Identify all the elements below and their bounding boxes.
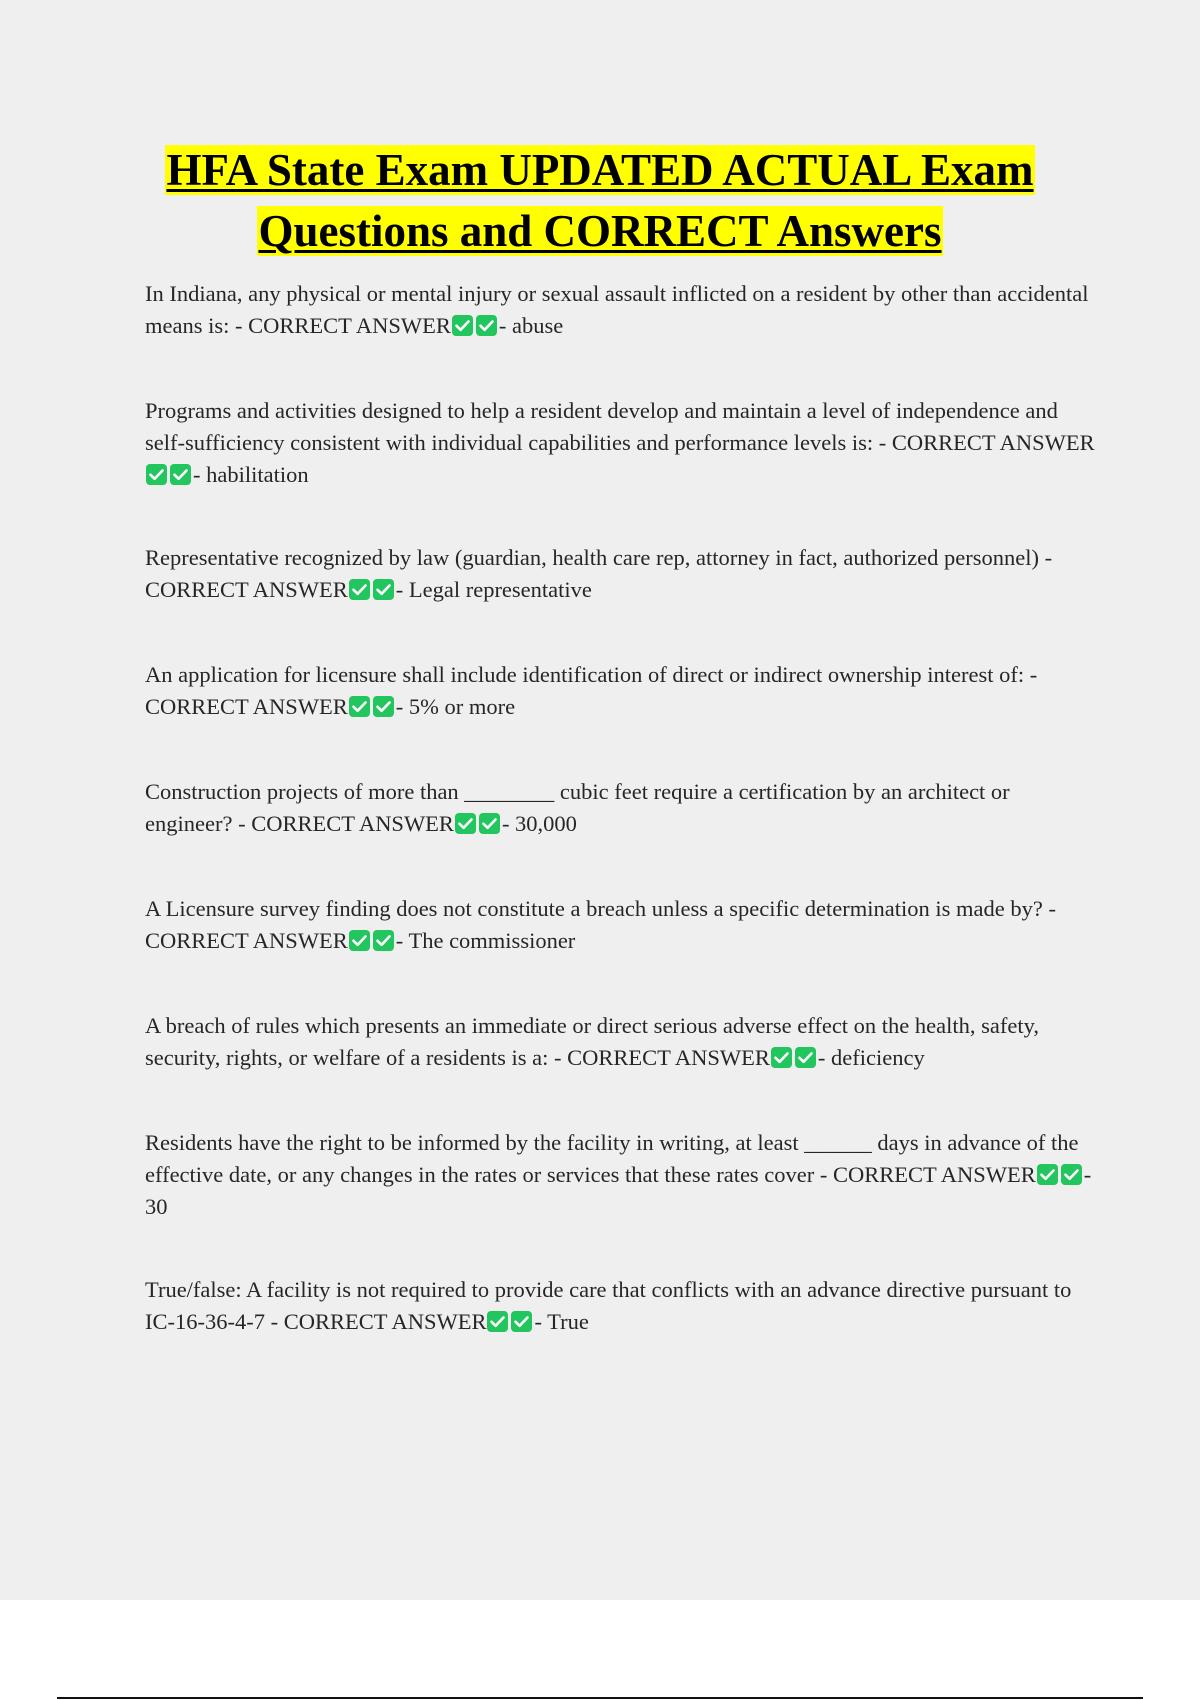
answer-text: - 30,000 <box>501 811 577 836</box>
correct-answer-label: - CORRECT ANSWER <box>819 1162 1036 1187</box>
correct-answer-label: - CORRECT ANSWER <box>270 1309 487 1334</box>
answer-text: - 5% or more <box>395 694 516 719</box>
white-heavy-check-mark-icon <box>771 1047 792 1068</box>
correct-answer-label: - CORRECT ANSWER <box>238 811 454 836</box>
white-heavy-check-mark-icon <box>487 1311 508 1332</box>
qa-item <box>145 776 1100 840</box>
qa-item <box>145 893 1100 957</box>
qa-item <box>145 1274 1100 1338</box>
white-heavy-check-mark-icon <box>349 930 370 951</box>
white-heavy-check-mark-icon <box>349 579 370 600</box>
white-heavy-check-mark-icon <box>146 464 167 485</box>
white-heavy-check-mark-icon <box>170 464 191 485</box>
answer-text: - 30 <box>145 1162 1092 1219</box>
document-title <box>100 140 1100 262</box>
title-line-2: Questions and CORRECT Answers <box>258 206 942 256</box>
white-heavy-check-mark-icon <box>373 579 394 600</box>
answer-text: - True <box>534 1309 589 1334</box>
qa-item <box>145 278 1100 342</box>
white-heavy-check-mark-icon <box>1061 1164 1082 1185</box>
white-heavy-check-mark-icon <box>373 930 394 951</box>
question-text: A Licensure survey finding does not constitute a breach unless a specific determination is made by? <box>145 896 1043 921</box>
answer-text: - habilitation <box>193 462 309 487</box>
qa-item <box>145 1127 1100 1223</box>
white-heavy-check-mark-icon <box>511 1311 532 1332</box>
white-heavy-check-mark-icon <box>479 813 500 834</box>
footer-divider <box>57 1697 1143 1699</box>
correct-answer-label: - CORRECT ANSWER <box>145 896 1056 953</box>
answer-text: - Legal representative <box>395 577 592 602</box>
white-heavy-check-mark-icon <box>455 813 476 834</box>
white-heavy-check-mark-icon <box>476 315 497 336</box>
white-heavy-check-mark-icon <box>795 1047 816 1068</box>
white-heavy-check-mark-icon <box>452 315 473 336</box>
question-text: In Indiana, any physical or mental injury or sexual assault inflicted on a resident by other than accidental means is: <box>145 281 1089 338</box>
question-text: Residents have the right to be informed by the facility in writing, at least ______ days in advance of the effective date, or any changes in the rates or services that these rates cover <box>145 1130 1079 1187</box>
correct-answer-label: - CORRECT ANSWER <box>145 545 1053 602</box>
correct-answer-label: - CORRECT ANSWER <box>235 313 451 338</box>
question-text: Programs and activities designed to help a resident develop and maintain a level of independence and self-sufficiency consistent with individual capabilities and performance levels is: <box>145 398 1058 455</box>
qa-item <box>145 1010 1100 1074</box>
white-heavy-check-mark-icon <box>349 696 370 717</box>
answer-text: - deficiency <box>817 1045 925 1070</box>
question-text: Representative recognized by law (guardian, health care rep, attorney in fact, authorized personnel) <box>145 545 1039 570</box>
correct-answer-label: - CORRECT ANSWER <box>145 662 1038 719</box>
title-line-1: HFA State Exam UPDATED ACTUAL Exam <box>166 145 1034 195</box>
white-heavy-check-mark-icon <box>373 696 394 717</box>
correct-answer-label: - CORRECT ANSWER <box>878 430 1095 455</box>
white-heavy-check-mark-icon <box>1037 1164 1058 1185</box>
question-text: True/false: A facility is not required to provide care that conflicts with an advance directive pursuant to IC-16-36-4-7 <box>145 1277 1072 1334</box>
correct-answer-label: - CORRECT ANSWER <box>554 1045 770 1070</box>
question-text: An application for licensure shall include identification of direct or indirect ownership interest of: <box>145 662 1025 687</box>
qa-item <box>145 395 1100 491</box>
qa-item <box>145 659 1100 723</box>
qa-item <box>145 542 1100 606</box>
answer-text: - The commissioner <box>395 928 576 953</box>
question-text: A breach of rules which presents an immediate or direct serious adverse effect on the health, safety, security, rights, or welfare of a residents is a: <box>145 1013 1040 1070</box>
question-text: Construction projects of more than ________ cubic feet require a certification by an architect or engineer? <box>145 779 1010 836</box>
answer-text: - abuse <box>498 313 564 338</box>
